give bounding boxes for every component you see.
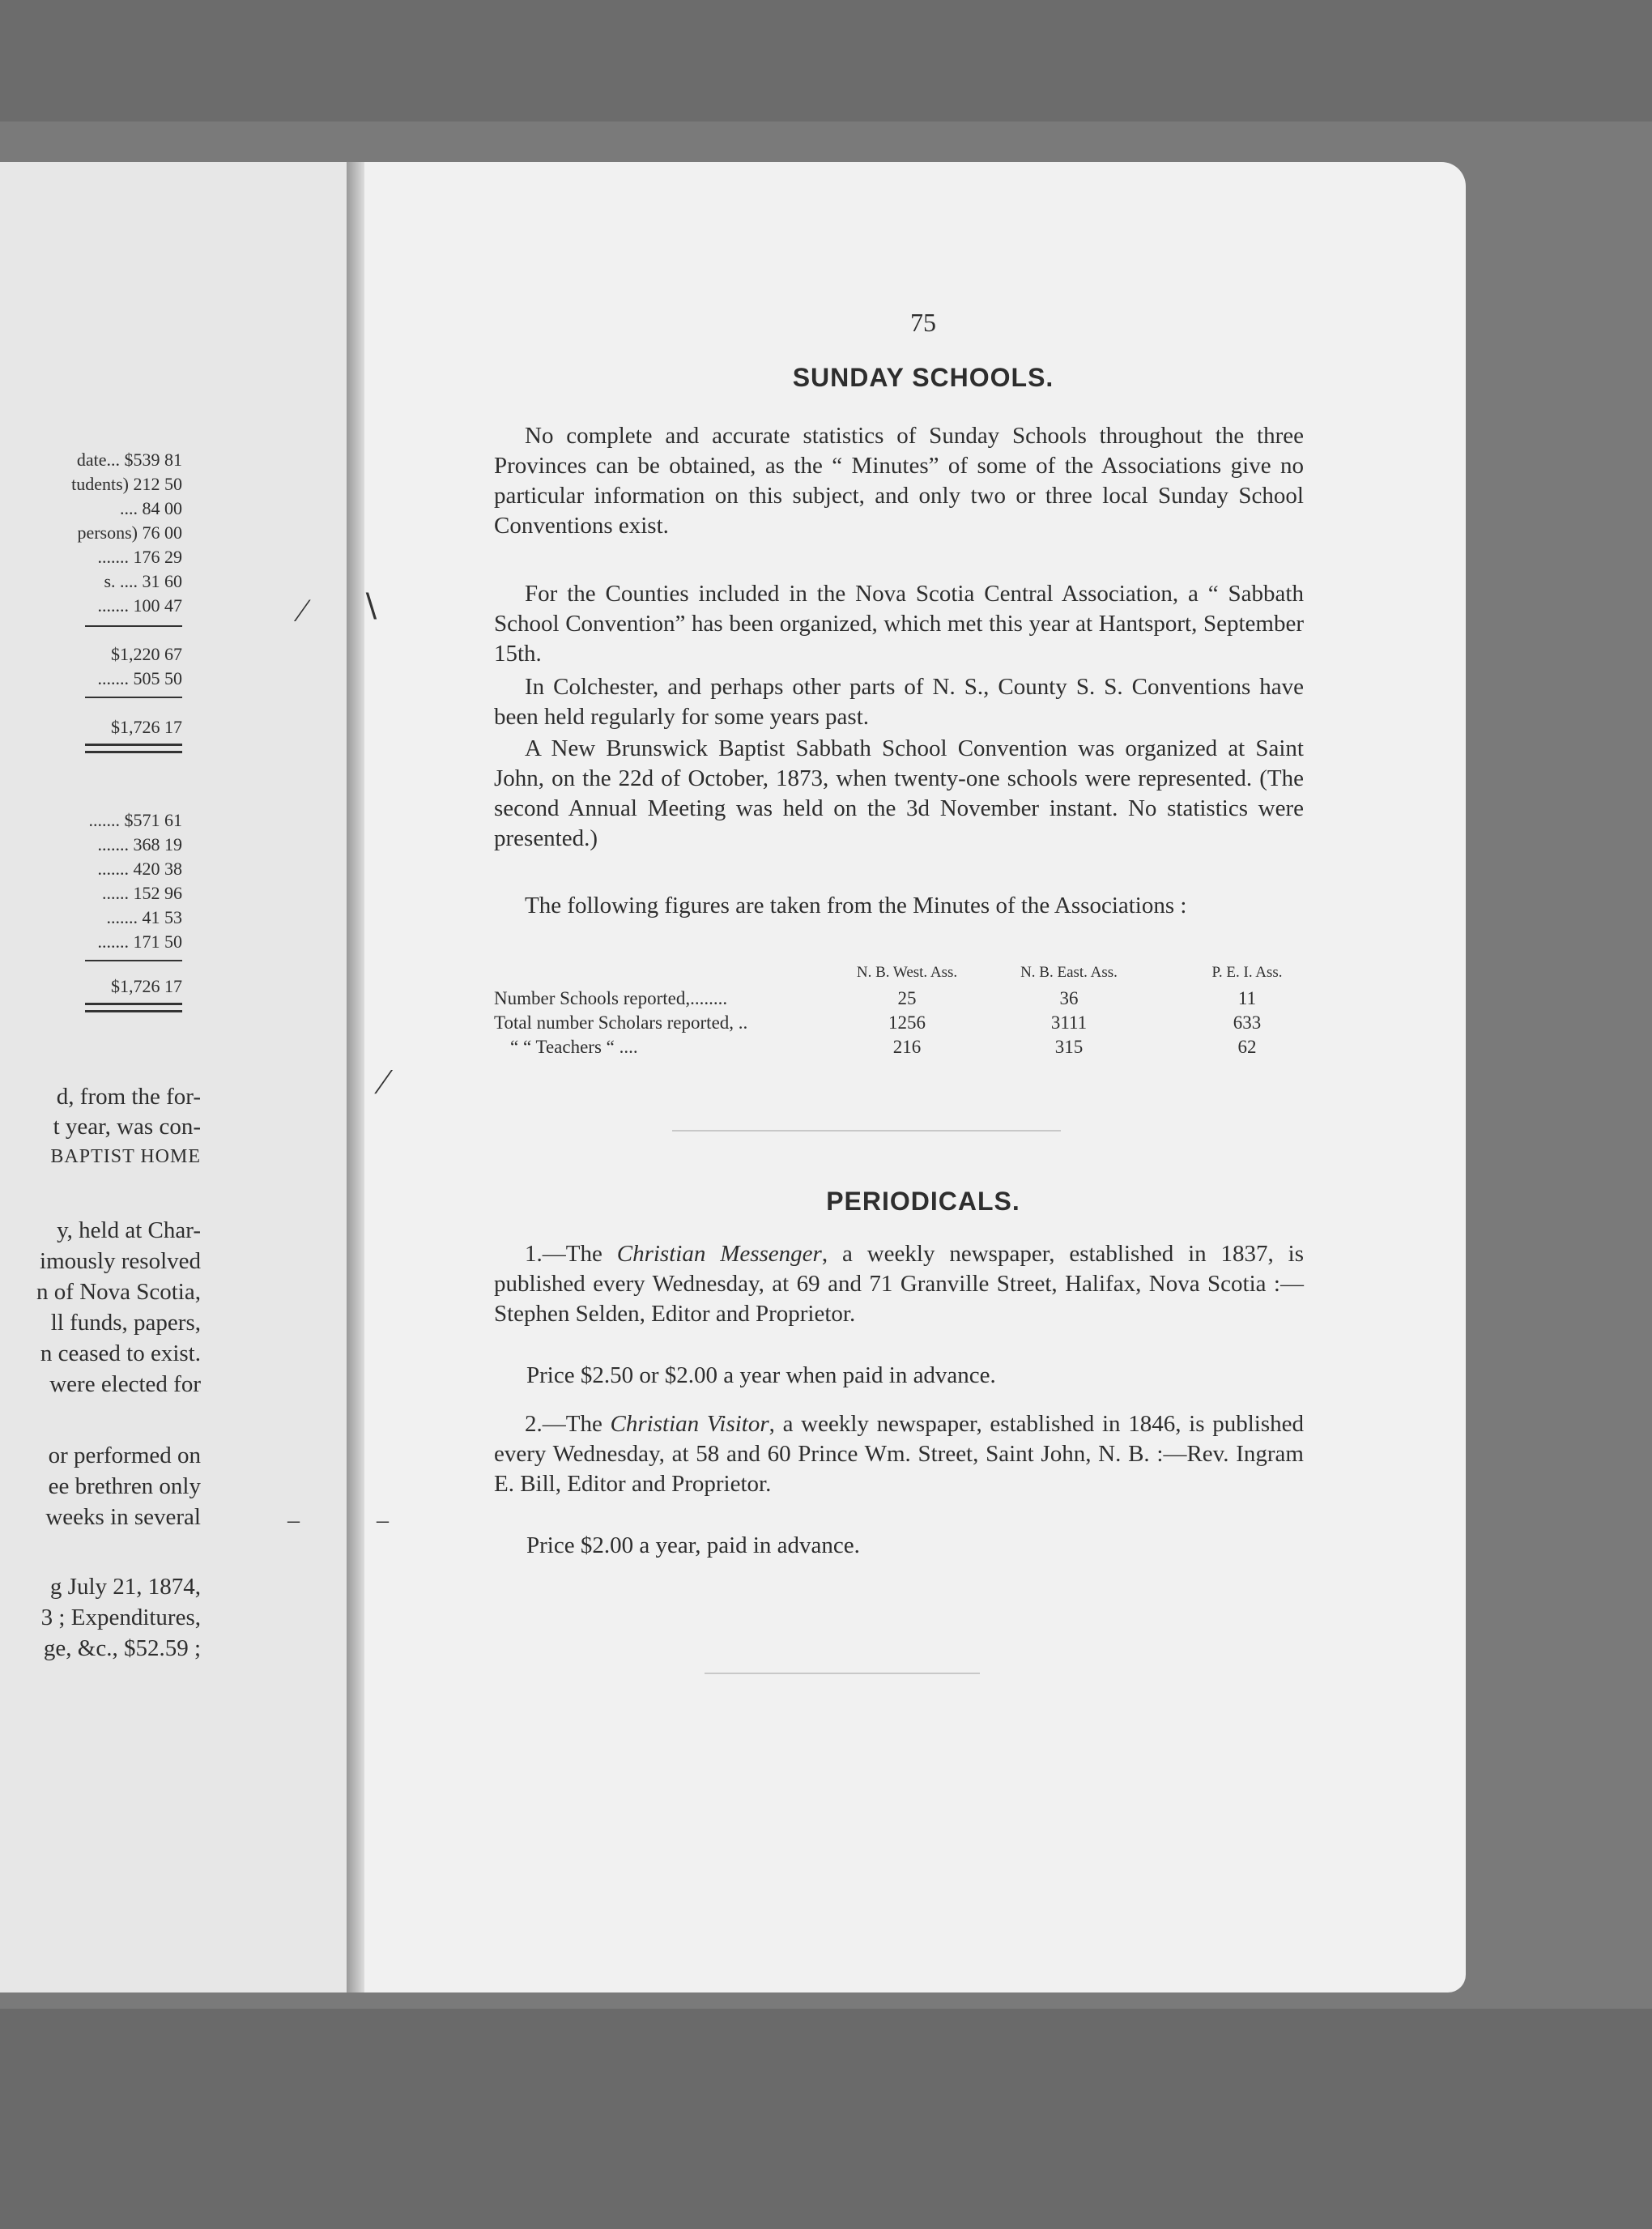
book-gutter xyxy=(347,162,364,1992)
text-fragment: were elected for xyxy=(49,1371,201,1397)
periodical-price: Price $2.50 or $2.00 a year when paid in advance. xyxy=(526,1362,996,1388)
account-line: s. .... 31 60 xyxy=(104,571,182,591)
ink-mark: – xyxy=(377,1507,389,1533)
account-line: tudents) 212 50 xyxy=(71,474,182,494)
table-cell: 25 xyxy=(897,988,917,1008)
account-line: ....... 505 50 xyxy=(97,668,182,688)
account-line: ....... 41 53 xyxy=(106,907,182,927)
text-fragment: y, held at Char- xyxy=(57,1217,201,1243)
right-page xyxy=(364,162,1466,1992)
text-fragment: d, from the for- xyxy=(56,1084,201,1110)
table-cell: 62 xyxy=(1237,1037,1257,1057)
text-fragment: 3 ; Expenditures, xyxy=(40,1605,201,1630)
periodical-title: Christian Messenger xyxy=(616,1241,822,1267)
account-line: date... $539 81 xyxy=(76,450,182,470)
double-rule xyxy=(85,744,182,753)
text-fragment: weeks in several xyxy=(45,1504,201,1530)
text-fragment: or performed on xyxy=(48,1443,201,1468)
table-cell: 11 xyxy=(1237,988,1257,1008)
periodical-price: Price $2.00 a year, paid in advance. xyxy=(526,1532,860,1558)
section-heading-sunday-schools: SUNDAY SCHOOLS. xyxy=(792,363,1054,392)
scan-background-top xyxy=(0,0,1652,121)
ink-mark: ∖ xyxy=(360,588,381,624)
section-divider xyxy=(672,1130,1061,1132)
table-row xyxy=(494,1012,1304,1038)
row-label: Number Schools reported,........ xyxy=(494,988,728,1008)
text-fragment: t year, was con- xyxy=(53,1114,201,1140)
account-line: ....... 176 29 xyxy=(97,547,182,567)
ink-mark: ⁄ xyxy=(300,592,305,629)
account-line: ...... 152 96 xyxy=(102,883,182,903)
sum-rule xyxy=(85,960,182,961)
text-fragment: ll funds, papers, xyxy=(50,1310,201,1336)
periodical-title: Christian Visitor xyxy=(610,1411,769,1437)
total: $1,726 17 xyxy=(111,976,182,996)
closing-rule xyxy=(705,1673,980,1674)
account-line: ....... 420 38 xyxy=(97,859,182,879)
subtotal: $1,220 67 xyxy=(111,644,182,664)
text-fragment: g July 21, 1874, xyxy=(49,1574,201,1600)
periodical-entry: 2.—The Christian Visitor, a weekly newspaper, established in 1846, is published every Wednesday, at 58 and 60 Prince Wm. Street, Saint John, N. B. :—Rev. Ingram E. Bill, Editor and Proprietor. xyxy=(494,1411,1304,1497)
paragraph: No complete and accurate statistics of Sunday Schools throughout the three Provinces can be obtained, as the “ Minutes” of some of the Associations give no particular information on this subject, and only two or three local Sunday School Conventions exist. xyxy=(494,423,1304,539)
column-header: P. E. I. Ass. xyxy=(1211,964,1283,981)
scan-background-bottom xyxy=(0,2009,1652,2229)
paragraph: A New Brunswick Baptist Sabbath School Convention was organized at Saint John, on the 22d of October, 1873, when twenty-one schools were represented. (The second Annual Meeting was held on the 3d November instant. No statistics were presented.) xyxy=(494,735,1304,851)
sum-rule xyxy=(85,625,182,627)
table-row xyxy=(494,1037,1304,1063)
account-line: ....... 368 19 xyxy=(97,834,182,855)
paragraph: In Colchester, and perhaps other parts of N. S., County S. S. Conventions have been held regularly for some years past. xyxy=(494,674,1304,730)
section-heading-periodicals: PERIODICALS. xyxy=(826,1187,1020,1216)
text-fragment: BAPTIST HOME xyxy=(50,1146,201,1167)
text-fragment: ee brethren only xyxy=(48,1473,201,1499)
periodical-entry: 1.—The Christian Messenger, a weekly newspaper, established in 1837, is published every Wednesday, at 69 and 71 Granville Street, Halifax, Nova Scotia :—Stephen Selden, Editor and Proprietor. xyxy=(494,1241,1305,1327)
table-cell: 1256 xyxy=(888,1012,926,1033)
table-cell: 216 xyxy=(892,1037,922,1057)
account-line: persons) 76 00 xyxy=(77,522,182,543)
table-cell: 633 xyxy=(1233,1012,1262,1033)
paragraph: The following figures are taken from the Minutes of the Associations : xyxy=(525,893,1187,918)
account-line: .... 84 00 xyxy=(120,498,182,518)
paragraph: For the Counties included in the Nova Scotia Central Association, a “ Sabbath School Convention” has been organized, which met this year at Hantsport, September 15th. xyxy=(494,581,1304,667)
account-line: ....... 100 47 xyxy=(97,595,182,616)
account-line: ....... $571 61 xyxy=(88,810,182,830)
total: $1,726 17 xyxy=(111,717,182,737)
text-fragment: n of Nova Scotia, xyxy=(36,1279,201,1305)
ink-mark: – xyxy=(287,1507,300,1533)
column-header: N. B. East. Ass. xyxy=(1020,964,1118,981)
table-cell: 3111 xyxy=(1050,1012,1088,1033)
page-number: 75 xyxy=(910,308,936,337)
table-cell: 315 xyxy=(1054,1037,1084,1057)
row-label: “ “ Teachers “ .... xyxy=(510,1037,638,1057)
sum-rule xyxy=(85,697,182,698)
account-line: ....... 171 50 xyxy=(97,931,182,952)
ink-mark: ⁄ xyxy=(381,1062,387,1102)
text-fragment: n ceased to exist. xyxy=(40,1340,201,1366)
column-header: N. B. West. Ass. xyxy=(856,964,958,981)
table-cell: 36 xyxy=(1059,988,1079,1008)
double-rule xyxy=(85,1003,182,1012)
left-page-fragment xyxy=(0,162,349,1992)
table-row xyxy=(494,988,1304,1014)
row-label: Total number Scholars reported, .. xyxy=(494,1012,748,1033)
text-fragment: imously resolved xyxy=(40,1248,201,1274)
text-fragment: ge, &c., $52.59 ; xyxy=(43,1635,201,1661)
